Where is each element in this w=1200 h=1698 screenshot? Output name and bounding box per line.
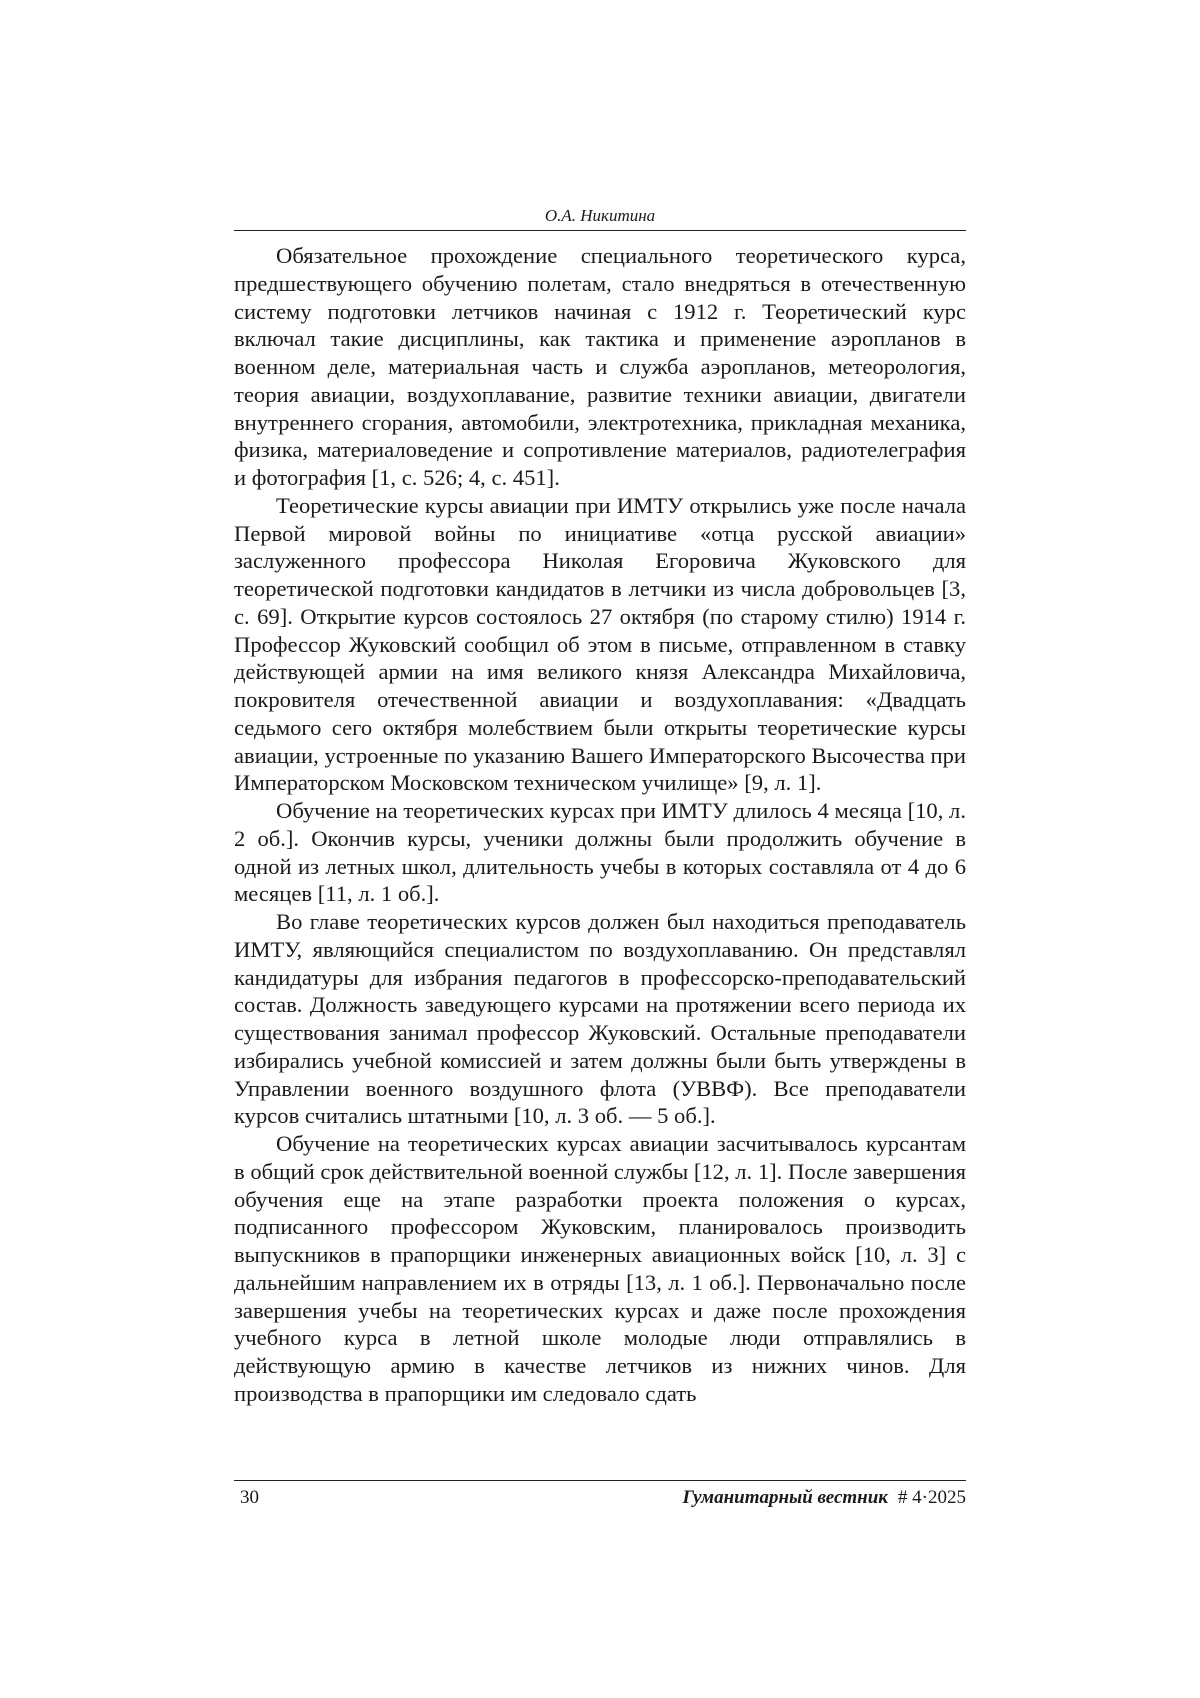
header-divider <box>234 230 966 231</box>
article-body <box>234 242 966 1408</box>
issue-number: # 4·2025 <box>897 1487 966 1508</box>
paragraph: Во главе теоретических курсов должен был находиться преподаватель ИМТУ, являющийся специалистом по воздухоплаванию. Он представлял кандидатуры для избрания педагогов в профессорско-преподавательский состав. Должность заведующего курсами на протяжении всего периода их существования занимал профессор Жуковский. Остальные преподаватели избирались учебной комиссией и затем должны были быть утверждены в Управлении военного воздушного флота (УВВФ). Все преподаватели курсов считались штатными [10, л. 3 об. — 5 об.]. <box>234 909 966 1129</box>
running-header-author: О.А. Никитина <box>544 206 656 225</box>
paragraph: Теоретические курсы авиации при ИМТУ открылись уже после начала Первой мировой войны по инициативе «отца русской авиации» заслуженного профессора Николая Егоровича Жуковского для теоретической подготовки кандидатов в летчики из числа добровольцев [3, с. 69]. Открытие курсов состоялось 27 октября (по старому стилю) 1914 г. Профессор Жуковский сообщил об этом в письме, отправленном в ставку действующей армии на имя великого князя Александра Михайловича, покровителя отечественной авиации и воздухоплавания: «Двадцать седьмого сего октября молебствием были открыты теоретические курсы авиации, устроенные по указанию Вашего Императорского Высочества при Императорском Московском техническом училище» [9, л. 1]. <box>234 492 966 796</box>
paragraph: Обязательное прохождение специального теоретического курса, предшествующего обучению полетам, стало внедряться в отечественную систему подготовки летчиков начиная с 1912 г. Теоретический курс включал такие дисциплины, как тактика и применение аэропланов в военном деле, материальная часть и служба аэропланов, метеорология, теория авиации, воздухоплавание, развитие техники авиации, двигатели внутреннего сгорания, автомобили, электротехника, прикладная механика, физика, материаловедение и сопротивление материалов, радиотелеграфия и фотография [1, с. 526; 4, с. 451]. <box>234 243 966 490</box>
journal-name: Гуманитарный вестник <box>682 1487 888 1508</box>
paragraph: Обучение на теоретических курсах авиации засчитывалось курсантам в общий срок действительной военной службы [12, л. 1]. После завершения обучения еще на этапе разработки проекта положения о курсах, подписанного профессором Жуковским, планировалось производить выпускников в прапорщики инженерных авиационных войск [10, л. 3] с дальнейшим направлением их в отряды [13, л. 1 об.]. Первоначально после завершения учебы на теоретических курсах и даже после прохождения учебного курса в летной школе молодые люди отправлялись в действующую армию в качестве летчиков из нижних чинов. Для производства в прапорщики им следовало сдать <box>234 1131 966 1406</box>
page-number: 30 <box>240 1487 259 1508</box>
footer-divider <box>234 1480 966 1481</box>
journal-footer <box>682 1486 966 1510</box>
paragraph: Обучение на теоретических курсах при ИМТУ длилось 4 месяца [10, л. 2 об.]. Окончив курсы, ученики должны были продолжить обучение в одной из летных школ, длительность учебы в которых составляла от 4 до 6 месяцев [11, л. 1 об.]. <box>234 798 966 907</box>
